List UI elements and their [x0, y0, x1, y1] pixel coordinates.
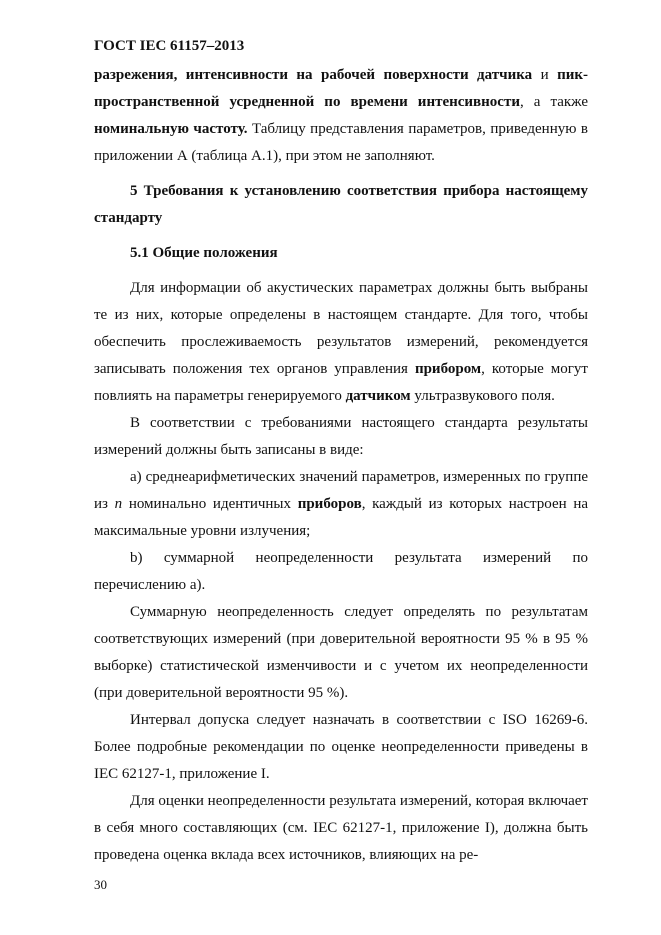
paragraph: В соответствии с требованиями настоящего стандарта результаты измерений должны быть записаны в виде:	[94, 415, 588, 458]
section-heading: 5 Требования к установлению соответствия прибора настоящему стандарту	[94, 183, 588, 226]
text-run: Таблицу представления параметров, приведенную в приложении А (таблица А.1), при этом не заполняют.	[94, 121, 589, 164]
paragraph	[94, 275, 588, 410]
paragraph: Суммарную неопределенность следует определять по результатам соответствующих измерений (при доверительной вероятности 95 % в 95 % выборке) статистической изменчивости и с учетом их неопределенности (при доверительной вероятности 95 %).	[94, 604, 588, 701]
subsection-heading: 5.1 Общие положения	[130, 245, 278, 261]
text-run: , каждый из которых настроен на максимальные уровни излучения;	[94, 496, 589, 539]
bold-term: номинальную частоту.	[94, 121, 248, 137]
bold-term: пик-пространственной усредненной по времени интенсивности	[94, 67, 589, 110]
document-body	[94, 62, 588, 869]
text-run: и	[532, 67, 558, 83]
italic-variable: n	[114, 496, 123, 512]
text-run: а) среднеарифметических значений параметров, измеренных по группе из	[94, 469, 588, 512]
text-run: , а также	[519, 94, 588, 110]
page-number: 30	[94, 877, 107, 892]
bold-term: приборов	[297, 496, 362, 512]
bold-term: датчиком	[345, 388, 411, 404]
text-run: , которые могут повлиять на параметры генерируемого	[94, 361, 588, 404]
running-header: ГОСТ IEC 61157–2013	[94, 38, 245, 54]
text-run: номинально идентичных	[122, 496, 298, 512]
paragraph: Для оценки неопределенности результата измерений, которая включает в себя много составляющих (см. IEC 62127-1, приложение I), должна быть проведена оценка вклада всех источников, влияющих на ре-	[94, 793, 588, 863]
text-run: ультразвукового поля.	[410, 388, 555, 404]
paragraph: Интервал допуска следует назначать в соответствии с ISO 16269-6. Более подробные рекомендации по оценке неопределенности приведены в IEC 62127-1, приложение I.	[94, 712, 588, 782]
bold-term: прибором	[414, 361, 482, 377]
list-item: b) суммарной неопределенности результата измерений по перечислению а).	[94, 550, 588, 593]
text-run: Для информации об акустических параметрах должны быть выбраны те из них, которые определены в настоящем стандарте. Для того, чтобы обеспечить прослеживаемость результатов измерений, рекомендуется записывать положения тех органов управления	[94, 280, 588, 377]
bold-term: разрежения, интенсивности на рабочей поверхности датчика	[94, 67, 533, 83]
list-item	[94, 464, 588, 545]
continuation-paragraph	[94, 62, 588, 170]
